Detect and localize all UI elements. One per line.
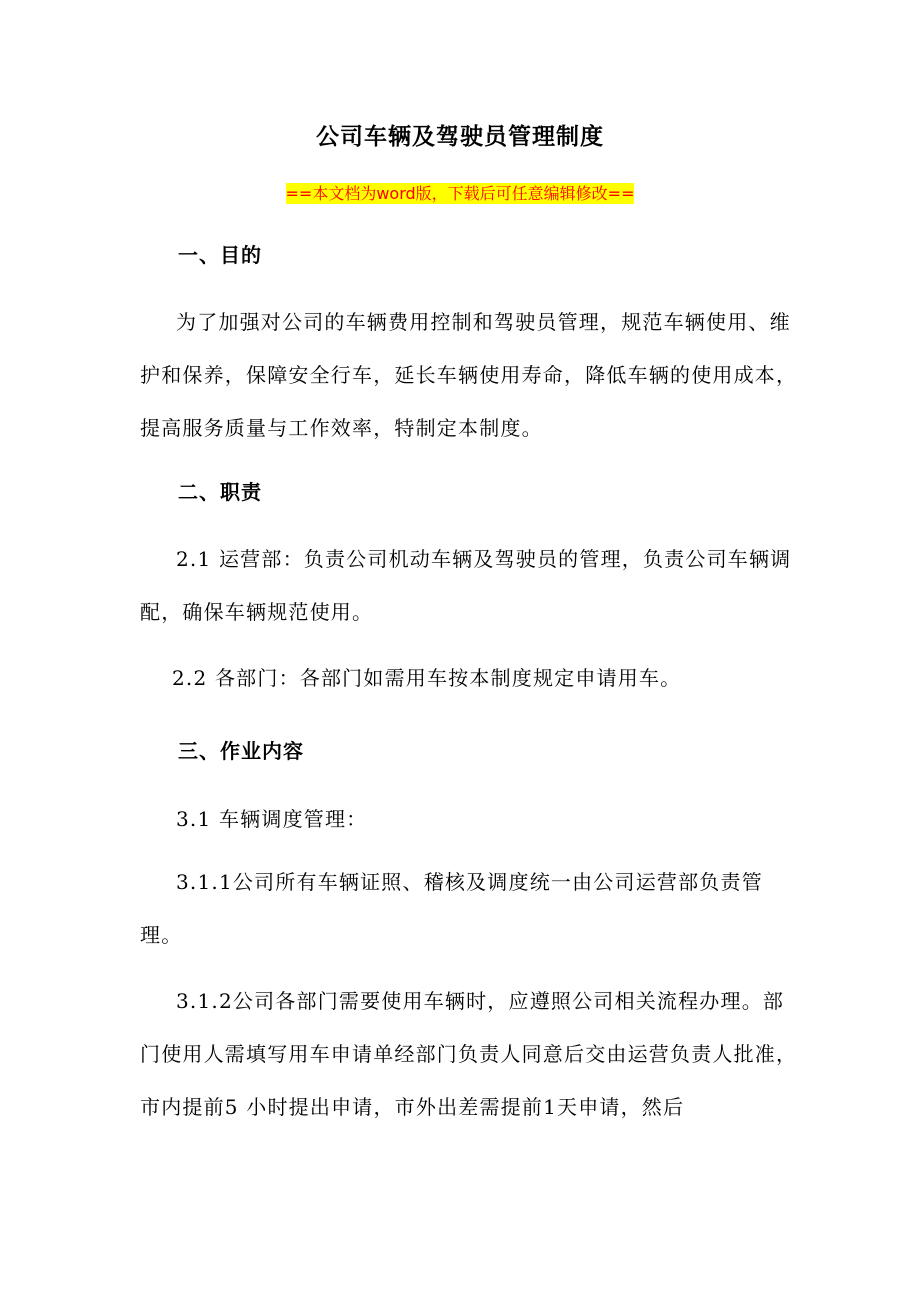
paragraph-purpose: 为了加强对公司的车辆费用控制和驾驶员管理，规范车辆使用、维护和保养，保障安全行车，延长车辆使用寿命，降低车辆的使用成本，提高服务质量与工作效率，特制定本制度。 <box>140 310 798 440</box>
paragraph-3-1-1: 3.1.1公司所有车辆证照、稽核及调度统一由公司运营部负责管理。 <box>140 870 763 947</box>
paragraph-duties-operations: 2.1 运营部：负责公司机动车辆及驾驶员的管理，负责公司车辆调配，确保车辆规范使用。 <box>140 547 792 624</box>
section-heading-operations: 三、作业内容 <box>178 739 304 763</box>
paragraph-vehicle-dispatch: 3.1 车辆调度管理： <box>176 807 368 831</box>
edit-notice-text: ==本文档为word版，下载后可任意编辑修改== <box>285 184 635 203</box>
document-title: 公司车辆及驾驶员管理制度 <box>316 124 604 150</box>
section-heading-duties: 二、职责 <box>178 480 262 504</box>
paragraph-duties-departments: 2.2 各部门：各部门如需用车按本制度规定申请用车。 <box>172 666 682 690</box>
paragraph-3-1-2: 3.1.2公司各部门需要使用车辆时，应遵照公司相关流程办理。部门使用人需填写用车申请单经部门负责人同意后交由运营负责人批准，市内提前5 小时提出申请，市外出差需提前1天申请，然后 <box>140 989 798 1119</box>
edit-notice <box>0 181 920 204</box>
section-heading-purpose: 一、目的 <box>178 243 262 267</box>
